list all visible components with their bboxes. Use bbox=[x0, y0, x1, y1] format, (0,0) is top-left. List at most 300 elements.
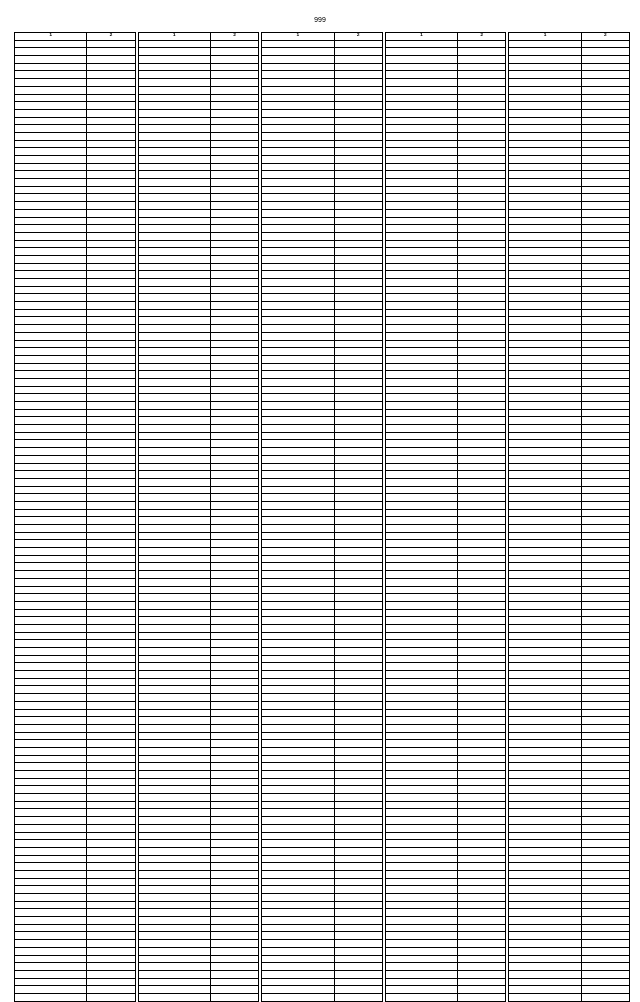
table-cell-code bbox=[138, 917, 210, 925]
table-cell-code bbox=[262, 509, 334, 517]
table-cell-value bbox=[334, 132, 382, 140]
table-row bbox=[385, 63, 506, 71]
table-cell-value bbox=[334, 194, 382, 202]
table-cell-code bbox=[385, 340, 457, 348]
table-row bbox=[509, 786, 630, 794]
table-row bbox=[15, 671, 136, 679]
table-cell-value bbox=[581, 109, 629, 117]
table-cell-value bbox=[87, 655, 135, 663]
table-cell-code bbox=[262, 809, 334, 817]
table-cell-value bbox=[458, 279, 506, 287]
table-cell-value bbox=[334, 555, 382, 563]
table-cell-code bbox=[509, 901, 581, 909]
table-row bbox=[15, 632, 136, 640]
table-cell-value bbox=[87, 140, 135, 148]
table-row bbox=[138, 471, 259, 479]
table-cell-code bbox=[385, 571, 457, 579]
table-cell-code bbox=[385, 240, 457, 248]
table-cell-code bbox=[385, 255, 457, 263]
table-cell-value bbox=[210, 801, 258, 809]
table-row bbox=[138, 771, 259, 779]
table-cell-value bbox=[87, 394, 135, 402]
table-cell-value bbox=[334, 817, 382, 825]
table-row bbox=[15, 386, 136, 394]
table-block-5 bbox=[508, 32, 630, 1002]
table-row bbox=[385, 117, 506, 125]
table-cell-code bbox=[385, 663, 457, 671]
table-cell-code bbox=[509, 417, 581, 425]
table-cell-code bbox=[509, 248, 581, 256]
table-row bbox=[509, 48, 630, 56]
table-cell-value bbox=[210, 317, 258, 325]
table-row bbox=[15, 840, 136, 848]
table-cell-code bbox=[138, 309, 210, 317]
table-cell-code bbox=[262, 901, 334, 909]
table-cell-code bbox=[138, 963, 210, 971]
table-row bbox=[15, 924, 136, 932]
table-row bbox=[138, 832, 259, 840]
table-row bbox=[15, 248, 136, 256]
table-row bbox=[15, 63, 136, 71]
table-cell-value bbox=[581, 294, 629, 302]
table-row bbox=[262, 801, 383, 809]
table-cell-value bbox=[210, 363, 258, 371]
table-cell-value bbox=[581, 740, 629, 748]
table-cell-code bbox=[262, 40, 334, 48]
table-row bbox=[15, 963, 136, 971]
table-cell-value bbox=[87, 701, 135, 709]
table-row bbox=[138, 394, 259, 402]
table-cell-value bbox=[87, 471, 135, 479]
table-row bbox=[15, 302, 136, 310]
table-row bbox=[262, 409, 383, 417]
table-cell-value bbox=[334, 917, 382, 925]
table-cell-value bbox=[334, 271, 382, 279]
table-cell-code bbox=[509, 148, 581, 156]
table-cell-value bbox=[210, 632, 258, 640]
table-cell-code bbox=[138, 440, 210, 448]
table-cell-value bbox=[210, 325, 258, 333]
table-cell-code bbox=[385, 747, 457, 755]
table-row bbox=[262, 371, 383, 379]
table-row bbox=[262, 271, 383, 279]
table-row bbox=[509, 632, 630, 640]
table-cell-code bbox=[262, 56, 334, 64]
table-row bbox=[262, 901, 383, 909]
table-row bbox=[385, 970, 506, 978]
table-cell-value bbox=[334, 571, 382, 579]
table-cell-code bbox=[138, 540, 210, 548]
table-row bbox=[262, 509, 383, 517]
table-row bbox=[385, 947, 506, 955]
table-cell-value bbox=[334, 494, 382, 502]
table-cell-value bbox=[87, 217, 135, 225]
table-cell-value bbox=[210, 701, 258, 709]
table-cell-code bbox=[15, 640, 87, 648]
table-row bbox=[262, 571, 383, 579]
table-row bbox=[262, 448, 383, 456]
table-row bbox=[509, 348, 630, 356]
table-cell-value bbox=[458, 901, 506, 909]
table-row bbox=[385, 455, 506, 463]
table-row bbox=[509, 263, 630, 271]
table-cell-code bbox=[509, 548, 581, 556]
table-cell-code bbox=[509, 478, 581, 486]
table-row bbox=[138, 640, 259, 648]
table-cell-code bbox=[385, 302, 457, 310]
table-cell-value bbox=[458, 709, 506, 717]
table-cell-code bbox=[385, 586, 457, 594]
table-cell-code bbox=[262, 355, 334, 363]
table-cell-code bbox=[385, 486, 457, 494]
table-row bbox=[138, 409, 259, 417]
table-cell-value bbox=[210, 509, 258, 517]
table-cell-code bbox=[138, 102, 210, 110]
table-cell-value bbox=[458, 71, 506, 79]
table-cell-value bbox=[581, 717, 629, 725]
table-row bbox=[385, 471, 506, 479]
table-row bbox=[385, 571, 506, 579]
table-cell-value bbox=[210, 494, 258, 502]
table-row bbox=[15, 624, 136, 632]
table-row bbox=[15, 771, 136, 779]
table-cell-code bbox=[385, 202, 457, 210]
table-cell-value bbox=[210, 855, 258, 863]
table-row bbox=[509, 901, 630, 909]
table-cell-value bbox=[210, 548, 258, 556]
table-cell-code bbox=[385, 755, 457, 763]
table-cell-value bbox=[458, 940, 506, 948]
table-cell-code bbox=[15, 86, 87, 94]
table-cell-value bbox=[458, 970, 506, 978]
table-cell-value bbox=[334, 409, 382, 417]
table-cell-value bbox=[581, 563, 629, 571]
table-row bbox=[138, 993, 259, 1001]
table-cell-value bbox=[210, 986, 258, 994]
table-cell-code bbox=[15, 755, 87, 763]
table-cell-value bbox=[581, 624, 629, 632]
table-cell-code bbox=[138, 355, 210, 363]
table-row bbox=[385, 163, 506, 171]
table-row bbox=[262, 993, 383, 1001]
table-cell-value bbox=[581, 909, 629, 917]
table-row bbox=[138, 840, 259, 848]
table-cell-value bbox=[210, 425, 258, 433]
table-cell-value bbox=[210, 163, 258, 171]
table-cell-code bbox=[138, 732, 210, 740]
table-cell-value bbox=[87, 132, 135, 140]
table-cell-value bbox=[581, 886, 629, 894]
table-cell-value bbox=[334, 624, 382, 632]
table-cell-value bbox=[87, 186, 135, 194]
table-row bbox=[509, 540, 630, 548]
table-cell-code bbox=[385, 478, 457, 486]
table-cell-code bbox=[138, 817, 210, 825]
table-cell-value bbox=[458, 678, 506, 686]
table-row bbox=[15, 955, 136, 963]
table-cell-code bbox=[138, 863, 210, 871]
table-cell-value bbox=[210, 648, 258, 656]
table-cell-code bbox=[15, 509, 87, 517]
table-cell-code bbox=[262, 186, 334, 194]
table-cell-code bbox=[15, 678, 87, 686]
table-row bbox=[385, 532, 506, 540]
table-cell-code bbox=[15, 202, 87, 210]
table-cell-value bbox=[458, 771, 506, 779]
table-row bbox=[385, 263, 506, 271]
table-cell-value bbox=[581, 671, 629, 679]
table-row bbox=[509, 294, 630, 302]
table-row bbox=[15, 870, 136, 878]
table-cell-code bbox=[262, 894, 334, 902]
table-cell-code bbox=[385, 847, 457, 855]
table-cell-value bbox=[581, 970, 629, 978]
table-row bbox=[138, 163, 259, 171]
table-cell-code bbox=[509, 724, 581, 732]
table-cell-value bbox=[87, 125, 135, 133]
table-cell-value bbox=[87, 771, 135, 779]
table-cell-code bbox=[262, 209, 334, 217]
table-cell-value bbox=[210, 609, 258, 617]
table-cell-code bbox=[509, 271, 581, 279]
table-cell-value bbox=[458, 586, 506, 594]
table-cell-code bbox=[262, 248, 334, 256]
table-row bbox=[509, 194, 630, 202]
table-cell-value bbox=[334, 471, 382, 479]
table-row bbox=[262, 332, 383, 340]
table-cell-value bbox=[87, 325, 135, 333]
table-row bbox=[15, 755, 136, 763]
table-cell-code bbox=[15, 701, 87, 709]
table-row bbox=[15, 532, 136, 540]
table-cell-code bbox=[509, 109, 581, 117]
table-cell-value bbox=[581, 48, 629, 56]
table-cell-code bbox=[138, 970, 210, 978]
table-cell-value bbox=[458, 148, 506, 156]
table-cell-code bbox=[385, 102, 457, 110]
table-row bbox=[138, 678, 259, 686]
table-cell-value bbox=[458, 302, 506, 310]
table-row bbox=[15, 617, 136, 625]
table-cell-code bbox=[385, 525, 457, 533]
table-cell-value bbox=[210, 817, 258, 825]
table-cell-value bbox=[87, 563, 135, 571]
table-cell-value bbox=[458, 271, 506, 279]
table-block-3 bbox=[261, 32, 383, 1002]
column-header-code: 1 bbox=[509, 33, 581, 41]
table-cell-code bbox=[138, 532, 210, 540]
table-cell-value bbox=[581, 501, 629, 509]
table-row bbox=[262, 640, 383, 648]
table-cell-value bbox=[334, 517, 382, 525]
table-cell-code bbox=[262, 732, 334, 740]
table-row bbox=[509, 471, 630, 479]
table-cell-code bbox=[15, 963, 87, 971]
table-cell-value bbox=[210, 386, 258, 394]
table-cell-code bbox=[262, 870, 334, 878]
table-cell-code bbox=[15, 855, 87, 863]
table-cell-code bbox=[509, 171, 581, 179]
table-row bbox=[138, 494, 259, 502]
table-cell-value bbox=[458, 563, 506, 571]
table-row bbox=[509, 186, 630, 194]
table-cell-code bbox=[509, 156, 581, 164]
table-cell-code bbox=[138, 809, 210, 817]
table-cell-code bbox=[15, 586, 87, 594]
table-row bbox=[138, 363, 259, 371]
table-cell-code bbox=[15, 870, 87, 878]
table-cell-code bbox=[138, 148, 210, 156]
table-row bbox=[15, 655, 136, 663]
table-row bbox=[509, 125, 630, 133]
table-cell-value bbox=[87, 355, 135, 363]
table-cell-value bbox=[458, 509, 506, 517]
table-row bbox=[509, 817, 630, 825]
table-row bbox=[385, 863, 506, 871]
table-cell-code bbox=[262, 125, 334, 133]
table-row bbox=[385, 563, 506, 571]
table-cell-code bbox=[138, 686, 210, 694]
table-row bbox=[138, 717, 259, 725]
table-cell-code bbox=[15, 40, 87, 48]
table-body bbox=[262, 40, 383, 1001]
table-row bbox=[15, 156, 136, 164]
table-cell-code bbox=[262, 501, 334, 509]
table-cell-code bbox=[509, 402, 581, 410]
table-row bbox=[138, 225, 259, 233]
table-cell-value bbox=[458, 40, 506, 48]
table-row bbox=[385, 917, 506, 925]
table-cell-code bbox=[15, 724, 87, 732]
table-cell-value bbox=[458, 348, 506, 356]
table-cell-value bbox=[334, 563, 382, 571]
table-cell-value bbox=[581, 248, 629, 256]
table-cell-value bbox=[458, 171, 506, 179]
table-row bbox=[138, 986, 259, 994]
table-cell-code bbox=[15, 940, 87, 948]
table-cell-value bbox=[458, 878, 506, 886]
table-row bbox=[509, 94, 630, 102]
table-cell-code bbox=[385, 140, 457, 148]
table-cell-value bbox=[581, 56, 629, 64]
table-cell-value bbox=[87, 363, 135, 371]
table-cell-code bbox=[138, 409, 210, 417]
table-cell-code bbox=[138, 378, 210, 386]
table-row bbox=[15, 109, 136, 117]
table-cell-code bbox=[262, 94, 334, 102]
table-row bbox=[138, 286, 259, 294]
table-row bbox=[509, 824, 630, 832]
table-row bbox=[262, 56, 383, 64]
table-cell-value bbox=[581, 632, 629, 640]
table-row bbox=[385, 56, 506, 64]
table-cell-value bbox=[210, 686, 258, 694]
table-cell-value bbox=[87, 302, 135, 310]
table-row bbox=[262, 194, 383, 202]
table-cell-code bbox=[138, 225, 210, 233]
table-cell-value bbox=[334, 340, 382, 348]
table-row bbox=[385, 132, 506, 140]
table-row bbox=[509, 755, 630, 763]
table-cell-code bbox=[138, 609, 210, 617]
table-cell-value bbox=[334, 578, 382, 586]
table-row bbox=[262, 832, 383, 840]
table-row bbox=[15, 817, 136, 825]
table-row bbox=[15, 663, 136, 671]
table-cell-code bbox=[262, 348, 334, 356]
table-cell-code bbox=[15, 747, 87, 755]
table-cell-value bbox=[210, 48, 258, 56]
table-row bbox=[138, 794, 259, 802]
table-cell-code bbox=[138, 202, 210, 210]
table-row bbox=[385, 648, 506, 656]
table-cell-code bbox=[138, 48, 210, 56]
table-cell-code bbox=[262, 924, 334, 932]
table-cell-value bbox=[210, 294, 258, 302]
table-row bbox=[509, 209, 630, 217]
table-cell-value bbox=[334, 79, 382, 87]
table-cell-code bbox=[262, 686, 334, 694]
table-row bbox=[385, 194, 506, 202]
page-number: 999 bbox=[314, 17, 326, 24]
table-cell-value bbox=[87, 540, 135, 548]
table-cell-value bbox=[210, 847, 258, 855]
table-cell-code bbox=[509, 455, 581, 463]
table-row bbox=[262, 340, 383, 348]
table-row bbox=[385, 402, 506, 410]
table-cell-code bbox=[138, 794, 210, 802]
table-cell-value bbox=[334, 394, 382, 402]
table-cell-value bbox=[210, 255, 258, 263]
table-row bbox=[262, 532, 383, 540]
table-row bbox=[15, 171, 136, 179]
table-cell-code bbox=[385, 332, 457, 340]
table-cell-value bbox=[458, 832, 506, 840]
table-row bbox=[509, 771, 630, 779]
table-cell-code bbox=[509, 186, 581, 194]
table-cell-value bbox=[334, 986, 382, 994]
table-cell-value bbox=[334, 309, 382, 317]
table-cell-value bbox=[458, 102, 506, 110]
table-cell-code bbox=[385, 794, 457, 802]
table-body bbox=[509, 40, 630, 1001]
table-row bbox=[15, 947, 136, 955]
table-cell-code bbox=[385, 94, 457, 102]
table-cell-code bbox=[509, 917, 581, 925]
table-row bbox=[15, 932, 136, 940]
table-cell-code bbox=[138, 163, 210, 171]
table-cell-code bbox=[509, 286, 581, 294]
table-cell-code bbox=[15, 471, 87, 479]
table-cell-value bbox=[87, 840, 135, 848]
table-cell-code bbox=[509, 624, 581, 632]
table-cell-code bbox=[262, 171, 334, 179]
table-row bbox=[385, 478, 506, 486]
table-row bbox=[15, 471, 136, 479]
table-cell-value bbox=[581, 832, 629, 840]
table-cell-code bbox=[385, 917, 457, 925]
table-cell-value bbox=[458, 801, 506, 809]
table-row bbox=[385, 325, 506, 333]
table-cell-value bbox=[87, 79, 135, 87]
table-cell-value bbox=[334, 209, 382, 217]
table-cell-code bbox=[385, 932, 457, 940]
table-row bbox=[15, 732, 136, 740]
table-row bbox=[262, 440, 383, 448]
table-cell-value bbox=[210, 109, 258, 117]
table-row bbox=[15, 809, 136, 817]
table-cell-code bbox=[509, 786, 581, 794]
